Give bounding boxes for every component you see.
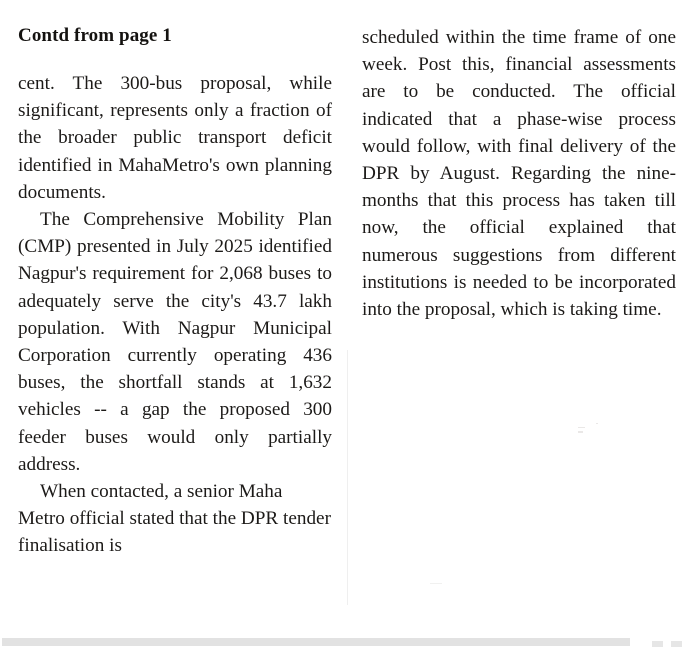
column-divider-rule — [347, 350, 348, 605]
scrollbar-mark — [652, 641, 663, 647]
scan-speck — [578, 427, 585, 428]
horizontal-scrollbar[interactable] — [0, 637, 692, 647]
paragraph: When contacted, a senior Maha Metro official stated that the DPR tender finalisation is — [18, 481, 331, 557]
scan-speck — [578, 431, 583, 433]
paragraph: The Comprehensive Mobility Plan (CMP) presented in July 2025 identified Nagpur's requirement for 2,068 buses to adequately serve the city's 43.7 lakh population. With Nagpur Municipal Corporation currently operating 436 buses, the shortfall stands at 1,632 vehicles -- a gap the proposed 300 feeder buses would only partially address. — [18, 209, 332, 475]
continuation-heading: Contd from page 1 — [18, 25, 172, 46]
scan-speck — [430, 583, 442, 584]
scrollbar-track[interactable] — [2, 638, 630, 646]
scrollbar-end-marks — [652, 641, 686, 647]
scan-speck — [596, 423, 598, 424]
column-right — [362, 0, 676, 637]
paragraph: cent. The 300-bus proposal, while significant, represents only a fraction of the broader public transport deficit identified in MahaMetro's own planning documents. — [18, 73, 332, 203]
paragraph: scheduled within the time frame of one week. Post this, financial assessments are to be conducted. The official indicated that a phase-wise process would follow, with final delivery of the DPR by August. Regarding the nine-months that this process has taken till now, the official explained that numerous suggestions from different institutions is needed to be incorporated into the proposal, which is taking time. — [362, 27, 676, 321]
scrollbar-mark — [671, 641, 682, 647]
column-left — [18, 0, 332, 637]
